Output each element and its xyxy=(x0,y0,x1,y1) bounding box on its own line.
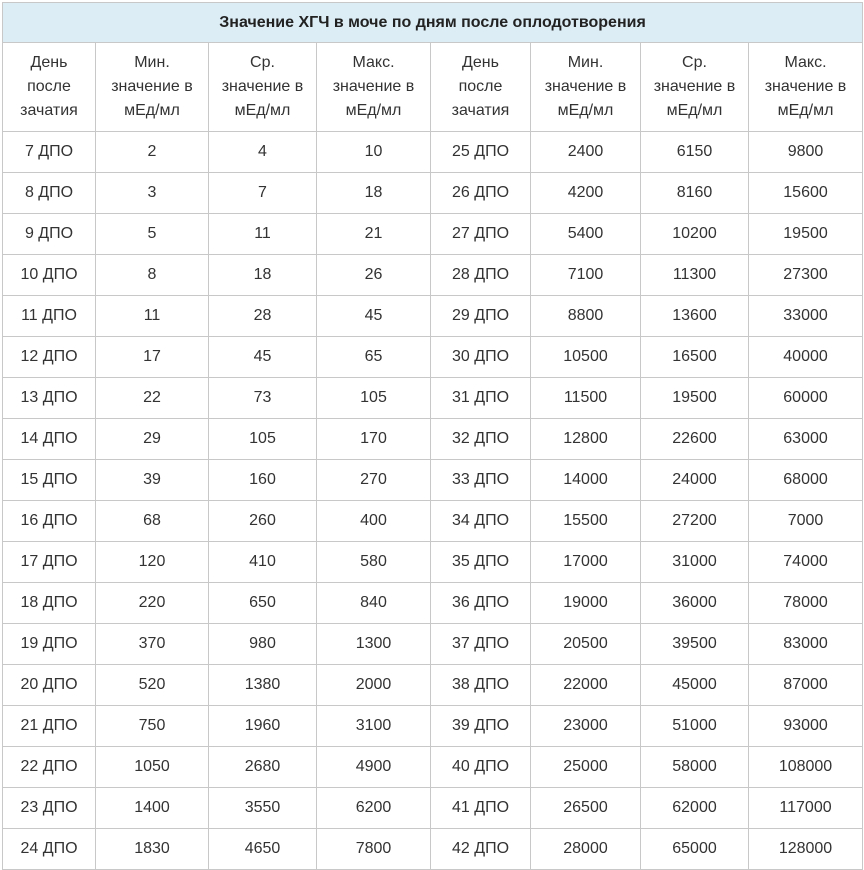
table-cell: 29 xyxy=(96,419,209,460)
table-cell: 3100 xyxy=(317,706,431,747)
table-cell: 7000 xyxy=(749,501,863,542)
table-cell: 27200 xyxy=(641,501,749,542)
table-cell: 39 xyxy=(96,460,209,501)
table-cell: 42 ДПО xyxy=(431,829,531,870)
table-body xyxy=(3,132,863,870)
hcg-table-container xyxy=(2,2,862,870)
table-cell: 68000 xyxy=(749,460,863,501)
table-cell: 580 xyxy=(317,542,431,583)
table-cell: 36000 xyxy=(641,583,749,624)
table-cell: 20500 xyxy=(531,624,641,665)
table-cell: 28000 xyxy=(531,829,641,870)
header-line: мЕд/мл xyxy=(557,102,614,119)
table-cell: 7800 xyxy=(317,829,431,870)
table-row xyxy=(3,460,863,501)
table-cell: 10500 xyxy=(531,337,641,378)
header-line: мЕд/мл xyxy=(234,102,291,119)
table-row xyxy=(3,501,863,542)
table-cell: 19500 xyxy=(641,378,749,419)
header-line: зачатия xyxy=(451,102,510,119)
table-cell: 14000 xyxy=(531,460,641,501)
column-max-header-2 xyxy=(749,43,863,132)
table-cell: 25000 xyxy=(531,747,641,788)
table-cell: 28 xyxy=(209,296,317,337)
table-cell: 35 ДПО xyxy=(431,542,531,583)
table-cell: 400 xyxy=(317,501,431,542)
table-cell: 17 ДПО xyxy=(3,542,96,583)
table-cell: 68 xyxy=(96,501,209,542)
table-cell: 27300 xyxy=(749,255,863,296)
table-cell: 33 ДПО xyxy=(431,460,531,501)
table-cell: 1960 xyxy=(209,706,317,747)
table-cell: 29 ДПО xyxy=(431,296,531,337)
table-cell: 38 ДПО xyxy=(431,665,531,706)
table-cell: 10200 xyxy=(641,214,749,255)
table-cell: 15 ДПО xyxy=(3,460,96,501)
table-cell: 117000 xyxy=(749,788,863,829)
table-cell: 2 xyxy=(96,132,209,173)
table-cell: 39500 xyxy=(641,624,749,665)
table-cell: 2400 xyxy=(531,132,641,173)
table-cell: 13600 xyxy=(641,296,749,337)
table-cell: 28 ДПО xyxy=(431,255,531,296)
table-cell: 65 xyxy=(317,337,431,378)
table-cell: 30 ДПО xyxy=(431,337,531,378)
table-cell: 65000 xyxy=(641,829,749,870)
table-cell: 370 xyxy=(96,624,209,665)
table-cell: 10 ДПО xyxy=(3,255,96,296)
table-cell: 4 xyxy=(209,132,317,173)
table-row xyxy=(3,337,863,378)
column-avg-header xyxy=(209,43,317,132)
table-cell: 11 xyxy=(96,296,209,337)
table-cell: 51000 xyxy=(641,706,749,747)
table-title-row xyxy=(3,3,863,43)
table-cell: 20 ДПО xyxy=(3,665,96,706)
table-row xyxy=(3,624,863,665)
table-cell: 7 ДПО xyxy=(3,132,96,173)
table-cell: 62000 xyxy=(641,788,749,829)
table-cell: 83000 xyxy=(749,624,863,665)
table-cell: 31000 xyxy=(641,542,749,583)
table-cell: 93000 xyxy=(749,706,863,747)
table-cell: 7100 xyxy=(531,255,641,296)
table-cell: 41 ДПО xyxy=(431,788,531,829)
table-cell: 15500 xyxy=(531,501,641,542)
table-cell: 22 ДПО xyxy=(3,747,96,788)
table-cell: 26 ДПО xyxy=(431,173,531,214)
header-line: после xyxy=(27,78,71,95)
table-cell: 6150 xyxy=(641,132,749,173)
table-cell: 74000 xyxy=(749,542,863,583)
table-cell: 22 xyxy=(96,378,209,419)
header-line: значение в xyxy=(332,78,415,95)
column-min-header-2 xyxy=(531,43,641,132)
table-cell: 980 xyxy=(209,624,317,665)
table-cell: 40 ДПО xyxy=(431,747,531,788)
table-cell: 160 xyxy=(209,460,317,501)
column-max-header xyxy=(317,43,431,132)
table-cell: 58000 xyxy=(641,747,749,788)
table-row xyxy=(3,583,863,624)
header-line: зачатия xyxy=(20,102,78,119)
table-cell: 2680 xyxy=(209,747,317,788)
table-cell: 18 xyxy=(317,173,431,214)
table-cell: 3550 xyxy=(209,788,317,829)
table-cell: 19 ДПО xyxy=(3,624,96,665)
table-cell: 32 ДПО xyxy=(431,419,531,460)
table-cell: 8160 xyxy=(641,173,749,214)
table-cell: 23 ДПО xyxy=(3,788,96,829)
header-line: после xyxy=(458,78,503,95)
table-cell: 840 xyxy=(317,583,431,624)
header-line: Ср. xyxy=(250,54,275,71)
table-cell: 1830 xyxy=(96,829,209,870)
table-row xyxy=(3,829,863,870)
table-cell: 21 xyxy=(317,214,431,255)
table-row xyxy=(3,378,863,419)
column-day-header-2 xyxy=(431,43,531,132)
table-cell: 7 xyxy=(209,173,317,214)
column-min-header xyxy=(96,43,209,132)
table-cell: 14 ДПО xyxy=(3,419,96,460)
header-line: День xyxy=(30,54,68,71)
table-cell: 9 ДПО xyxy=(3,214,96,255)
header-line: мЕд/мл xyxy=(777,102,834,119)
table-cell: 36 ДПО xyxy=(431,583,531,624)
table-cell: 3 xyxy=(96,173,209,214)
table-cell: 650 xyxy=(209,583,317,624)
table-cell: 750 xyxy=(96,706,209,747)
table-cell: 22000 xyxy=(531,665,641,706)
table-cell: 31 ДПО xyxy=(431,378,531,419)
table-cell: 1380 xyxy=(209,665,317,706)
header-line: Макс. xyxy=(352,54,395,71)
table-cell: 2000 xyxy=(317,665,431,706)
table-cell: 6200 xyxy=(317,788,431,829)
table-cell: 16 ДПО xyxy=(3,501,96,542)
table-cell: 34 ДПО xyxy=(431,501,531,542)
table-cell: 24000 xyxy=(641,460,749,501)
table-cell: 11 ДПО xyxy=(3,296,96,337)
table-cell: 4900 xyxy=(317,747,431,788)
table-cell: 45 xyxy=(317,296,431,337)
table-row xyxy=(3,132,863,173)
table-cell: 63000 xyxy=(749,419,863,460)
table-cell: 12800 xyxy=(531,419,641,460)
table-row xyxy=(3,665,863,706)
header-line: Мин. xyxy=(567,54,604,71)
table-cell: 16500 xyxy=(641,337,749,378)
table-cell: 73 xyxy=(209,378,317,419)
table-cell: 1400 xyxy=(96,788,209,829)
table-cell: 260 xyxy=(209,501,317,542)
header-line: День xyxy=(462,54,499,71)
table-cell: 1300 xyxy=(317,624,431,665)
table-cell: 4200 xyxy=(531,173,641,214)
table-cell: 40000 xyxy=(749,337,863,378)
header-line: Мин. xyxy=(134,54,170,71)
header-line: мЕд/мл xyxy=(666,102,723,119)
table-cell: 17 xyxy=(96,337,209,378)
table-cell: 26500 xyxy=(531,788,641,829)
column-avg-header-2 xyxy=(641,43,749,132)
table-cell: 25 ДПО xyxy=(431,132,531,173)
table-row xyxy=(3,706,863,747)
table-cell: 22600 xyxy=(641,419,749,460)
table-cell: 9800 xyxy=(749,132,863,173)
table-cell: 60000 xyxy=(749,378,863,419)
table-row xyxy=(3,214,863,255)
table-row xyxy=(3,255,863,296)
table-row xyxy=(3,173,863,214)
table-cell: 4650 xyxy=(209,829,317,870)
table-row xyxy=(3,542,863,583)
table-cell: 13 ДПО xyxy=(3,378,96,419)
table-cell: 37 ДПО xyxy=(431,624,531,665)
table-cell: 45 xyxy=(209,337,317,378)
table-cell: 10 xyxy=(317,132,431,173)
table-cell: 19500 xyxy=(749,214,863,255)
table-cell: 18 ДПО xyxy=(3,583,96,624)
header-line: Ср. xyxy=(682,54,707,71)
table-title: Значение ХГЧ в моче по дням после оплодотворения xyxy=(3,3,863,43)
header-line: значение в xyxy=(221,78,304,95)
table-cell: 170 xyxy=(317,419,431,460)
table-cell: 17000 xyxy=(531,542,641,583)
table-cell: 11300 xyxy=(641,255,749,296)
table-cell: 87000 xyxy=(749,665,863,706)
table-cell: 27 ДПО xyxy=(431,214,531,255)
table-cell: 105 xyxy=(317,378,431,419)
column-day-header xyxy=(3,43,96,132)
header-line: значение в xyxy=(544,78,627,95)
table-cell: 5 xyxy=(96,214,209,255)
table-cell: 520 xyxy=(96,665,209,706)
table-cell: 11 xyxy=(209,214,317,255)
table-cell: 15600 xyxy=(749,173,863,214)
table-row xyxy=(3,747,863,788)
header-line: мЕд/мл xyxy=(345,102,402,119)
table-cell: 24 ДПО xyxy=(3,829,96,870)
table-cell: 18 xyxy=(209,255,317,296)
table-cell: 33000 xyxy=(749,296,863,337)
table-cell: 21 ДПО xyxy=(3,706,96,747)
table-cell: 8800 xyxy=(531,296,641,337)
table-cell: 220 xyxy=(96,583,209,624)
header-line: Макс. xyxy=(784,54,827,71)
table-cell: 19000 xyxy=(531,583,641,624)
table-cell: 270 xyxy=(317,460,431,501)
table-cell: 78000 xyxy=(749,583,863,624)
table-cell: 128000 xyxy=(749,829,863,870)
table-cell: 8 ДПО xyxy=(3,173,96,214)
table-cell: 120 xyxy=(96,542,209,583)
table-row xyxy=(3,788,863,829)
table-cell: 12 ДПО xyxy=(3,337,96,378)
table-row xyxy=(3,419,863,460)
table-cell: 45000 xyxy=(641,665,749,706)
header-line: значение в xyxy=(764,78,847,95)
table-cell: 23000 xyxy=(531,706,641,747)
table-cell: 410 xyxy=(209,542,317,583)
table-cell: 39 ДПО xyxy=(431,706,531,747)
table-header-row xyxy=(3,43,863,132)
table-cell: 8 xyxy=(96,255,209,296)
table-cell: 11500 xyxy=(531,378,641,419)
table-cell: 5400 xyxy=(531,214,641,255)
table-cell: 105 xyxy=(209,419,317,460)
table-cell: 108000 xyxy=(749,747,863,788)
table-cell: 1050 xyxy=(96,747,209,788)
header-line: значение в xyxy=(653,78,736,95)
header-line: мЕд/мл xyxy=(124,102,180,119)
table-cell: 26 xyxy=(317,255,431,296)
table-row xyxy=(3,296,863,337)
hcg-table xyxy=(2,2,863,870)
header-line: значение в xyxy=(111,78,193,95)
